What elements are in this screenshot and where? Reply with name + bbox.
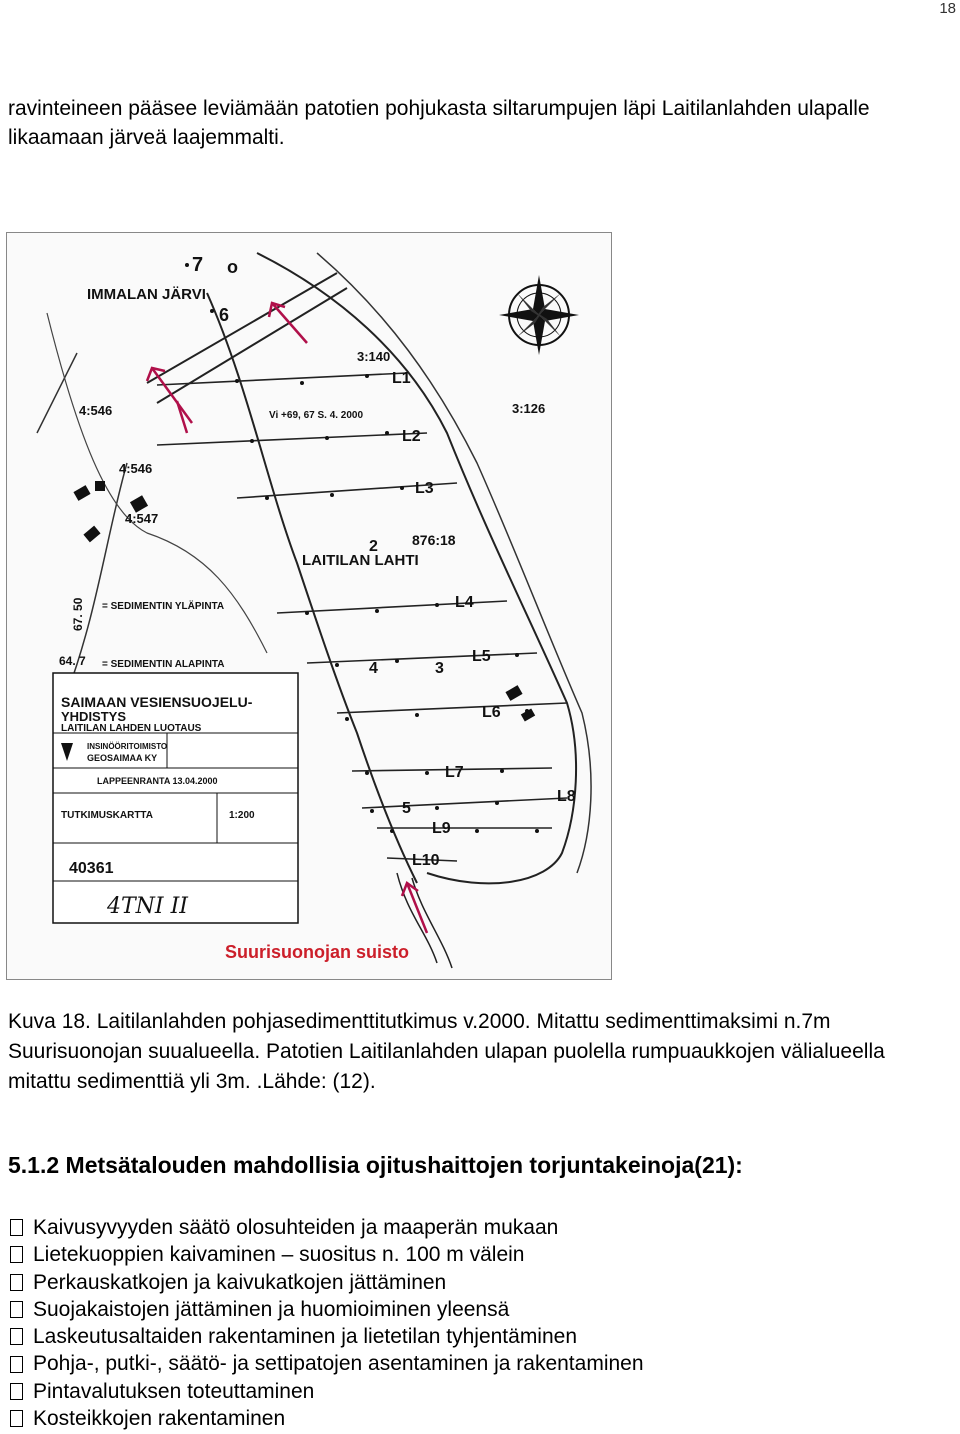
list-item: Kaivusyvyyden säätö olosuhteiden ja maaperän mukaan bbox=[8, 1214, 644, 1241]
title-org-line1: SAIMAAN VESIENSUOJELU- bbox=[61, 694, 253, 710]
circle-marker-label: o bbox=[227, 257, 238, 277]
list-item: Suojakaistojen jättäminen ja huomioiminen yleensä bbox=[8, 1296, 644, 1323]
title-project: LAITILAN LAHDEN LUOTAUS bbox=[61, 723, 202, 734]
transect-label-l6: L6 bbox=[482, 704, 501, 721]
parcel-4546b-label: 4:546 bbox=[119, 461, 153, 476]
bay-label: LAITILAN LAHTI bbox=[302, 552, 419, 569]
checkbox-glyph-icon bbox=[10, 1383, 23, 1400]
figure-caption: Kuva 18. Laitilanlahden pohjasedimenttitutkimus v.2000. Mitattu sedimenttimaksimi n.7m Suurisuonojan suualueella. Patotien Laitilanlahden ulapan puolella rumpuaukkojen välialueella mitattu sedimenttiä yli 3m. .Lähde: (12). bbox=[8, 1010, 885, 1093]
checkbox-glyph-icon bbox=[10, 1356, 23, 1373]
title-block bbox=[53, 673, 298, 923]
checkbox-glyph-icon bbox=[10, 1301, 23, 1318]
parcel-6-label: 6 bbox=[219, 305, 230, 325]
parcel-4-label: 4 bbox=[369, 660, 378, 677]
transect-line-l8 bbox=[362, 798, 567, 808]
parcel-7-label: 7 bbox=[192, 254, 204, 276]
survey-map-figure bbox=[6, 232, 612, 980]
transect-label-l8: L8 bbox=[557, 788, 576, 805]
parcel-2-label: 2 bbox=[369, 538, 378, 555]
section-heading: 5.1.2 Metsätalouden mahdollisia ojitushaittojen torjuntakeinoja(21): bbox=[8, 1152, 743, 1178]
title-company-line1: INSINÖÖRITOIMISTO bbox=[87, 742, 168, 751]
legend-top-label: = SEDIMENTIN YLÄPINTA bbox=[102, 601, 225, 612]
transect-line-l5 bbox=[307, 653, 537, 663]
measures-list bbox=[8, 1214, 644, 1432]
checkbox-glyph-icon bbox=[10, 1410, 23, 1427]
legend-bottom-number: 64. 7 bbox=[59, 654, 86, 668]
list-item: Perkauskatkojen ja kaivukatkojen jättäminen bbox=[8, 1269, 644, 1296]
legend-bottom-label: = SEDIMENTIN ALAPINTA bbox=[102, 659, 225, 670]
list-item: Lietekuoppien kaivaminen – suositus n. 100 m välein bbox=[8, 1241, 644, 1268]
transect-label-l3: L3 bbox=[415, 480, 434, 497]
transect-label-l7: L7 bbox=[445, 764, 464, 781]
title-drawing-number: 40361 bbox=[69, 860, 114, 877]
parcel-main-label: 876:18 bbox=[412, 532, 456, 548]
parcel-3126-label: 3:126 bbox=[512, 401, 546, 416]
checkbox-glyph-icon bbox=[10, 1274, 23, 1291]
title-sheet: TUTKIMUSKARTTA bbox=[61, 810, 154, 821]
title-org-line2: YHDISTYS bbox=[61, 709, 127, 724]
transect-label-l9: L9 bbox=[432, 820, 451, 837]
list-item: Laskeutusaltaiden rakentaminen ja lietetilan tyhjentäminen bbox=[8, 1323, 644, 1350]
list-item: Pintavalutuksen toteuttaminen bbox=[8, 1378, 644, 1405]
water-level-label: Vi +69, 67 S. 4. 2000 bbox=[269, 410, 364, 421]
compass-rose-icon bbox=[499, 275, 579, 355]
transect-label-l4: L4 bbox=[455, 594, 474, 611]
list-item: Pohja-, putki-, säätö- ja settipatojen asentaminen ja rakentaminen bbox=[8, 1350, 644, 1377]
intro-paragraph: ravinteineen pääsee leviämään patotien pohjukasta siltarumpujen läpi Laitilanlahden ulapalle likaamaan järveä laajemmalti. bbox=[8, 97, 870, 149]
parcel-3-label: 3 bbox=[435, 660, 444, 677]
parcel-4547-label: 4:547 bbox=[125, 511, 159, 526]
parcel-3140-label: 3:140 bbox=[357, 349, 391, 364]
lake-label: IMMALAN JÄRVI bbox=[87, 286, 206, 303]
parcel-4546a-label: 4:546 bbox=[79, 403, 113, 418]
checkbox-glyph-icon bbox=[10, 1328, 23, 1345]
checkbox-glyph-icon bbox=[10, 1246, 23, 1263]
estuary-label: Suurisuonojan suisto bbox=[225, 942, 410, 962]
transect-label-l5: L5 bbox=[472, 648, 491, 665]
title-signature: 4TNI II bbox=[107, 894, 188, 919]
transect-label-l1: L1 bbox=[392, 370, 411, 387]
transect-label-l2: L2 bbox=[402, 428, 421, 445]
checkbox-glyph-icon bbox=[10, 1219, 23, 1236]
title-city-date: LAPPEENRANTA 13.04.2000 bbox=[97, 776, 218, 786]
survey-map bbox=[7, 233, 611, 979]
transect-label-l10: L10 bbox=[412, 852, 440, 869]
title-company-line2: GEOSAIMAA KY bbox=[87, 753, 158, 763]
list-item: Kosteikkojen rakentaminen bbox=[8, 1405, 644, 1432]
page-number: 18 bbox=[939, 0, 956, 17]
depth-top-label: 67. 50 bbox=[71, 597, 85, 631]
title-scale: 1:200 bbox=[229, 810, 255, 821]
parcel-5-label: 5 bbox=[402, 800, 411, 817]
transect-line-l1 bbox=[157, 373, 407, 385]
